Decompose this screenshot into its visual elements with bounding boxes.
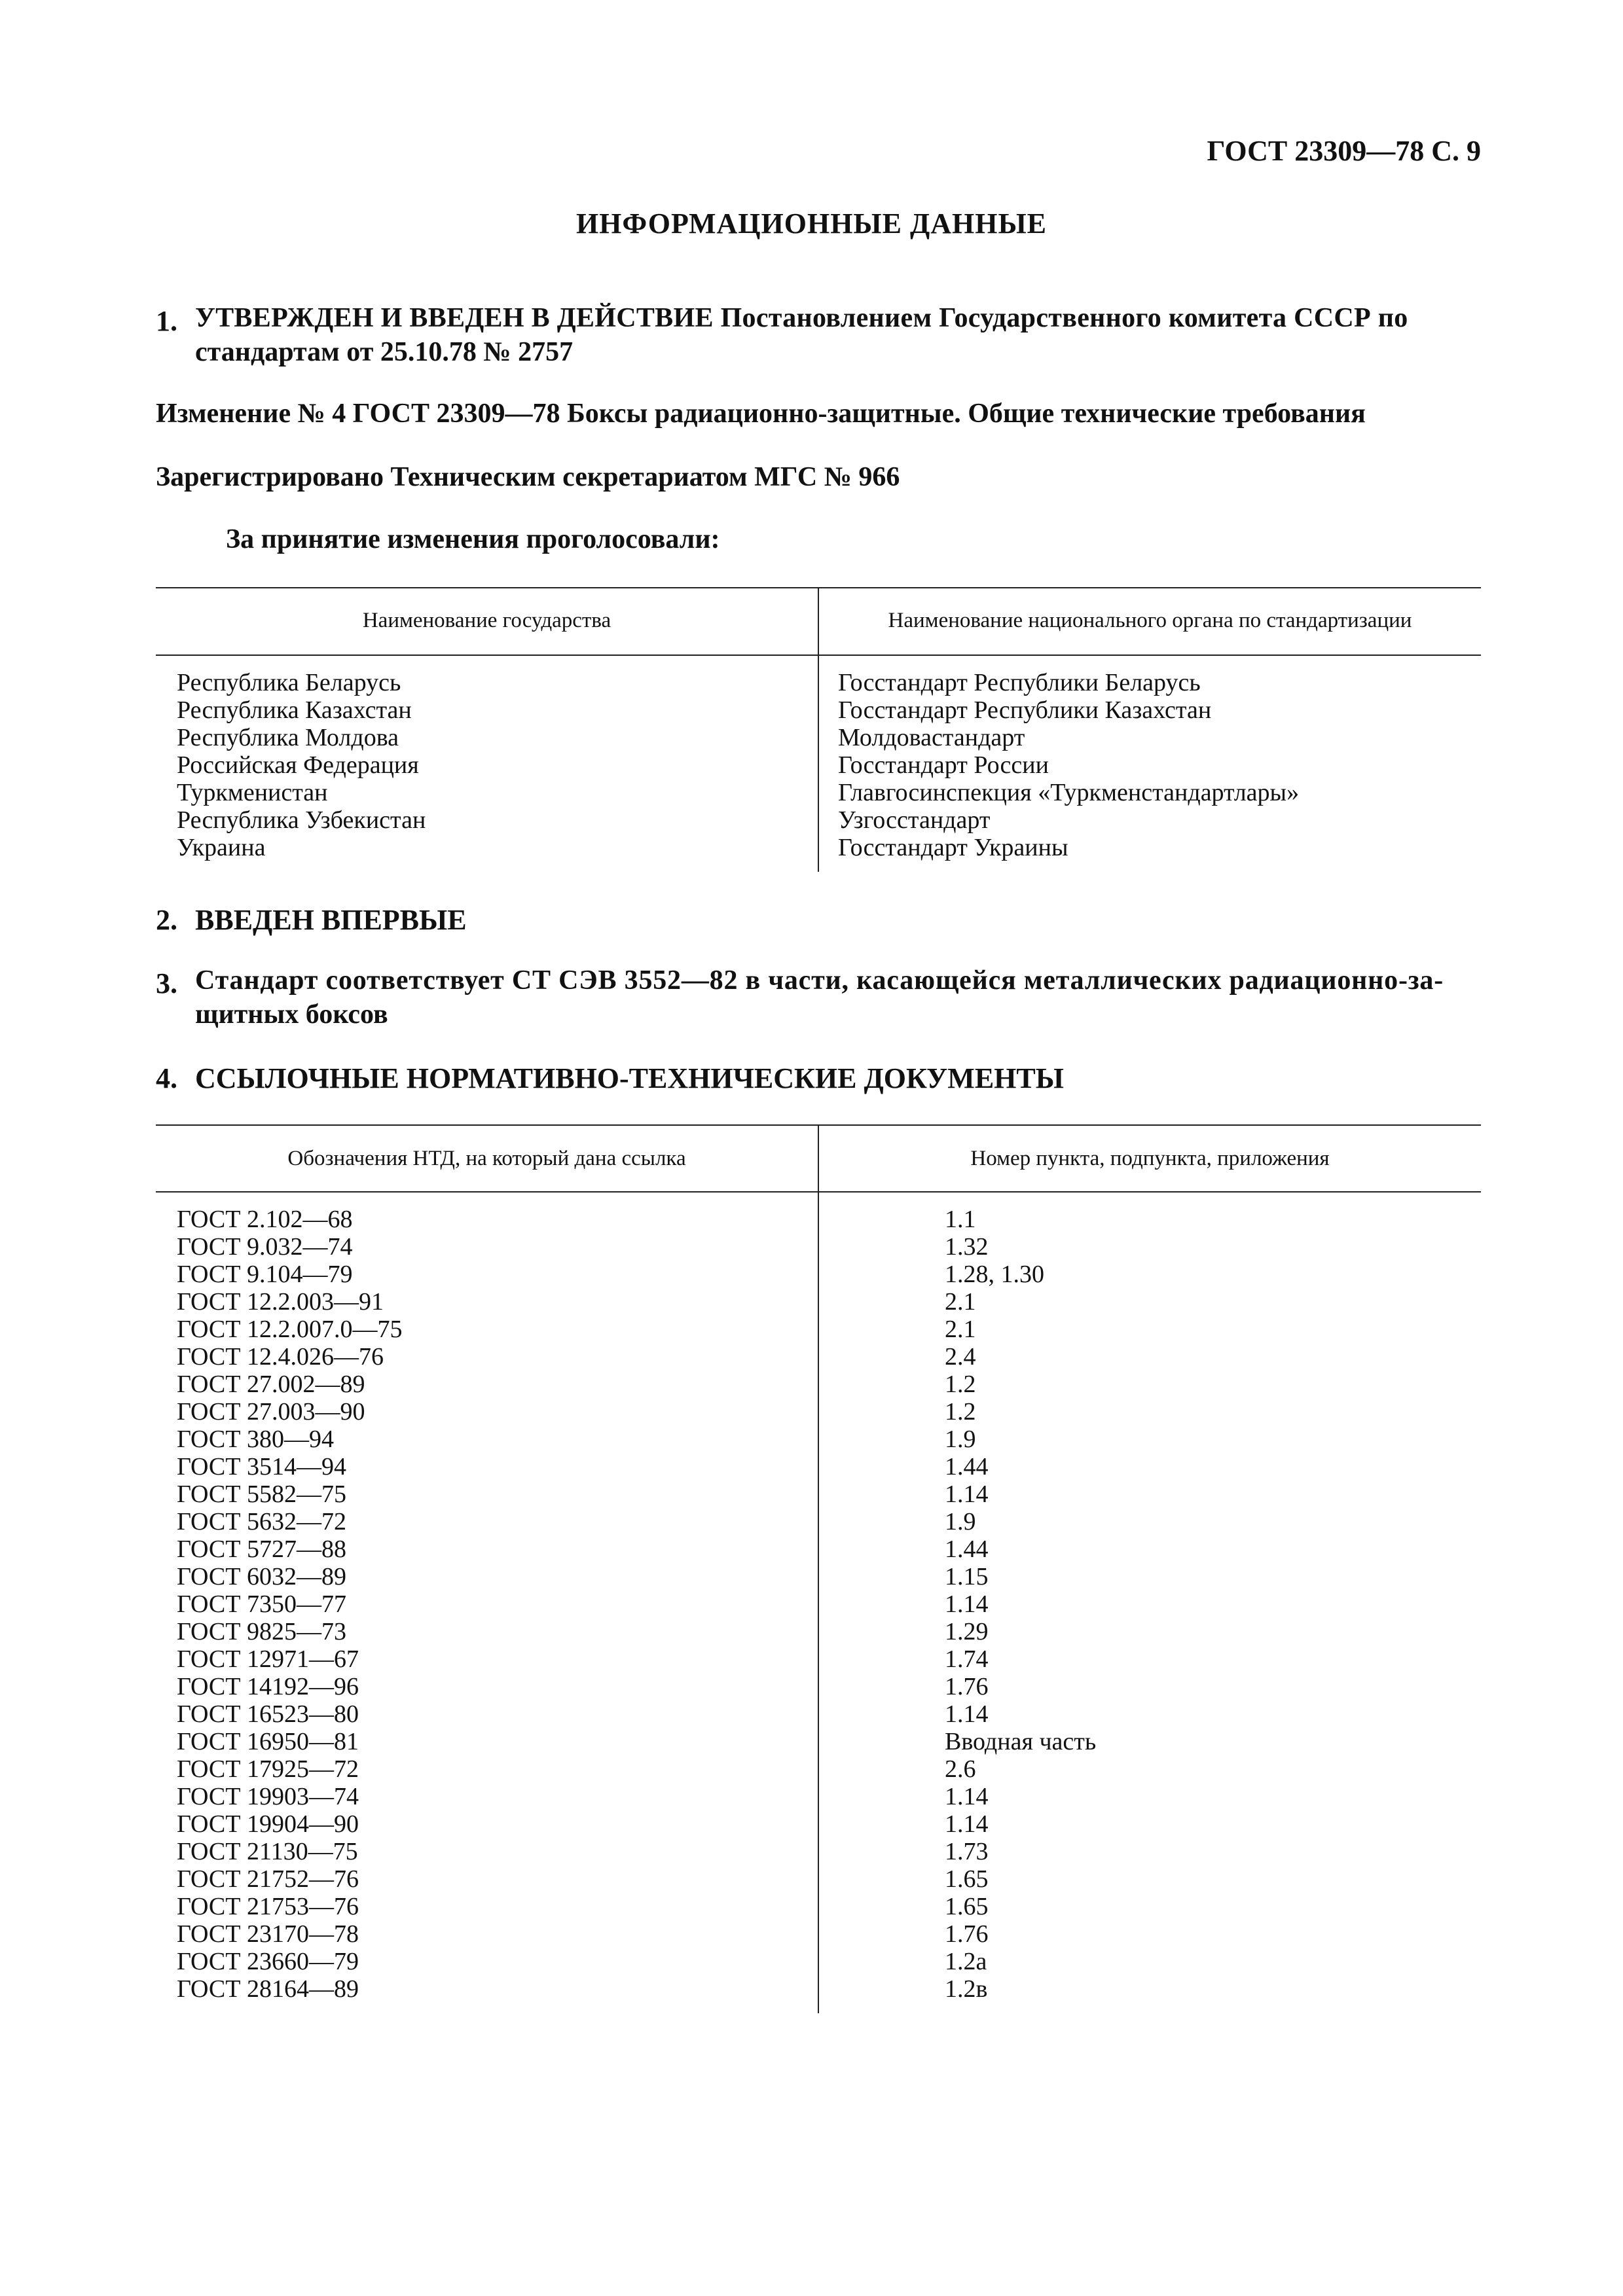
section-2-text: ВВЕДЕН ВПЕРВЫЕ xyxy=(195,904,467,936)
ref-doc: ГОСТ 12971—67 xyxy=(177,1645,359,1673)
ref-doc: ГОСТ 2.102—68 xyxy=(177,1206,353,1233)
ref-doc: ГОСТ 19904—90 xyxy=(177,1810,359,1838)
ref-doc: ГОСТ 21752—76 xyxy=(177,1865,359,1893)
states-table-header-state: Наименование государства xyxy=(362,609,611,632)
state-name: Туркменистан xyxy=(177,779,328,806)
section-4-text: ССЫЛОЧНЫЕ НОРМАТИВНО-ТЕХНИЧЕСКИЕ ДОКУМЕНТЫ xyxy=(195,1062,1064,1094)
ref-doc: ГОСТ 27.002—89 xyxy=(177,1371,365,1398)
ref-doc: ГОСТ 6032—89 xyxy=(177,1563,346,1590)
ref-clause: 1.2а xyxy=(945,1948,987,1975)
page-title: ИНФОРМАЦИОННЫЕ ДАННЫЕ xyxy=(575,207,1048,240)
ref-clause: 1.44 xyxy=(945,1453,989,1480)
ref-clause: 1.73 xyxy=(945,1838,989,1865)
ref-doc: ГОСТ 16950—81 xyxy=(177,1728,359,1755)
page-header: ГОСТ 23309—78 С. 9 xyxy=(1207,135,1481,167)
ref-doc: ГОСТ 17925—72 xyxy=(177,1755,359,1783)
ref-clause: 1.14 xyxy=(945,1783,989,1810)
standards-body: Госстандарт России xyxy=(838,751,1049,779)
state-name: Республика Беларусь xyxy=(177,669,401,696)
ref-clause: 1.65 xyxy=(945,1865,989,1893)
ref-clause: 1.44 xyxy=(945,1535,989,1563)
voted-heading: За принятие изменения проголосовали: xyxy=(226,524,720,554)
ref-doc: ГОСТ 23660—79 xyxy=(177,1948,359,1975)
ref-clause: 1.74 xyxy=(945,1645,989,1673)
ref-clause: 1.28, 1.30 xyxy=(945,1261,1044,1288)
ref-doc: ГОСТ 23170—78 xyxy=(177,1920,359,1948)
ref-clause: 1.9 xyxy=(945,1426,976,1453)
section-1-line-1: УТВЕРЖДЕН И ВВЕДЕН В ДЕЙСТВИЕ Постановлением Государственного комитета СССР по xyxy=(195,303,1408,333)
state-name: Российская Федерация xyxy=(177,751,419,779)
ref-doc: ГОСТ 28164—89 xyxy=(177,1975,359,2003)
ref-doc: ГОСТ 7350—77 xyxy=(177,1590,346,1618)
ref-clause: 1.65 xyxy=(945,1893,989,1920)
ref-doc: ГОСТ 21130—75 xyxy=(177,1838,358,1865)
ref-clause: 1.32 xyxy=(945,1233,989,1261)
ref-doc: ГОСТ 9.104—79 xyxy=(177,1261,353,1288)
ref-clause: 1.2в xyxy=(945,1975,988,2003)
ref-doc: ГОСТ 19903—74 xyxy=(177,1783,359,1810)
state-name: Республика Молдова xyxy=(177,724,399,751)
standards-body: Госстандарт Республики Казахстан xyxy=(838,696,1212,724)
ref-doc: ГОСТ 5727—88 xyxy=(177,1535,346,1563)
ref-doc: ГОСТ 9.032—74 xyxy=(177,1233,353,1261)
ref-clause: 1.2 xyxy=(945,1371,976,1398)
ref-clause: 2.1 xyxy=(945,1288,976,1316)
refs-clauses-column xyxy=(945,1206,1096,2003)
state-name: Республика Узбекистан xyxy=(177,806,426,834)
registered-text: Зарегистрировано Техническим секретариатом МГС № 966 xyxy=(156,462,900,492)
ref-clause: 1.1 xyxy=(945,1206,976,1233)
ref-doc: ГОСТ 16523—80 xyxy=(177,1700,359,1728)
ref-clause: 1.76 xyxy=(945,1920,989,1948)
section-1-line-2: стандартам от 25.10.78 № 2757 xyxy=(195,337,574,367)
ref-doc: ГОСТ 5582—75 xyxy=(177,1480,346,1508)
section-3-number: 3. xyxy=(156,967,177,999)
ref-clause: 1.76 xyxy=(945,1673,989,1700)
state-name: Республика Казахстан xyxy=(177,696,412,724)
states-table-header-body: Наименование национального органа по стандартизации xyxy=(888,609,1412,632)
refs-docs-column xyxy=(177,1206,403,2003)
standards-body: Госстандарт Украины xyxy=(838,834,1068,861)
section-4-number: 4. xyxy=(156,1062,177,1094)
states-column xyxy=(177,669,426,861)
ref-clause: 1.15 xyxy=(945,1563,989,1590)
refs-table-divider xyxy=(818,1124,819,2013)
ref-doc: ГОСТ 12.2.007.0—75 xyxy=(177,1316,403,1343)
ref-doc: ГОСТ 27.003—90 xyxy=(177,1398,365,1426)
ref-clause: 1.14 xyxy=(945,1810,989,1838)
ref-clause: 1.9 xyxy=(945,1508,976,1535)
state-name: Украина xyxy=(177,834,266,861)
section-1-number: 1. xyxy=(156,305,177,337)
ref-doc: ГОСТ 3514—94 xyxy=(177,1453,346,1480)
standards-body: Госстандарт Республики Беларусь xyxy=(838,669,1201,696)
ref-clause: 2.4 xyxy=(945,1343,976,1371)
section-3-line-2: щитных боксов xyxy=(195,999,388,1030)
section-3-line-1: Стандарт соответствует СТ СЭВ 3552—82 в части, касающейся металлических радиационно-за- xyxy=(195,965,1444,996)
refs-table-header-clause: Номер пункта, подпункта, приложения xyxy=(970,1147,1330,1170)
ref-clause: 1.14 xyxy=(945,1480,989,1508)
ref-clause: 2.1 xyxy=(945,1316,976,1343)
ref-clause: Вводная часть xyxy=(945,1728,1097,1755)
bodies-column xyxy=(838,669,1299,861)
section-2-number: 2. xyxy=(156,904,177,936)
ref-clause: 1.14 xyxy=(945,1590,989,1618)
amendment-text: Изменение № 4 ГОСТ 23309—78 Боксы радиационно-защитные. Общие технические требования xyxy=(156,399,1366,429)
ref-doc: ГОСТ 21753—76 xyxy=(177,1893,359,1920)
ref-clause: 1.29 xyxy=(945,1618,989,1645)
ref-doc: ГОСТ 12.2.003—91 xyxy=(177,1288,384,1316)
ref-clause: 1.14 xyxy=(945,1700,989,1728)
standards-body: Главгосинспекция «Туркменстандартлары» xyxy=(838,779,1300,806)
ref-doc: ГОСТ 14192—96 xyxy=(177,1673,359,1700)
ref-doc: ГОСТ 380—94 xyxy=(177,1426,334,1453)
standards-body: Узгосстандарт xyxy=(838,806,991,834)
ref-doc: ГОСТ 9825—73 xyxy=(177,1618,346,1645)
standards-body: Молдовастандарт xyxy=(838,724,1025,751)
ref-clause: 2.6 xyxy=(945,1755,976,1783)
ref-doc: ГОСТ 12.4.026—76 xyxy=(177,1343,384,1371)
refs-table-header-doc: Обозначения НТД, на который дана ссылка xyxy=(287,1147,686,1170)
ref-clause: 1.2 xyxy=(945,1398,976,1426)
ref-doc: ГОСТ 5632—72 xyxy=(177,1508,346,1535)
